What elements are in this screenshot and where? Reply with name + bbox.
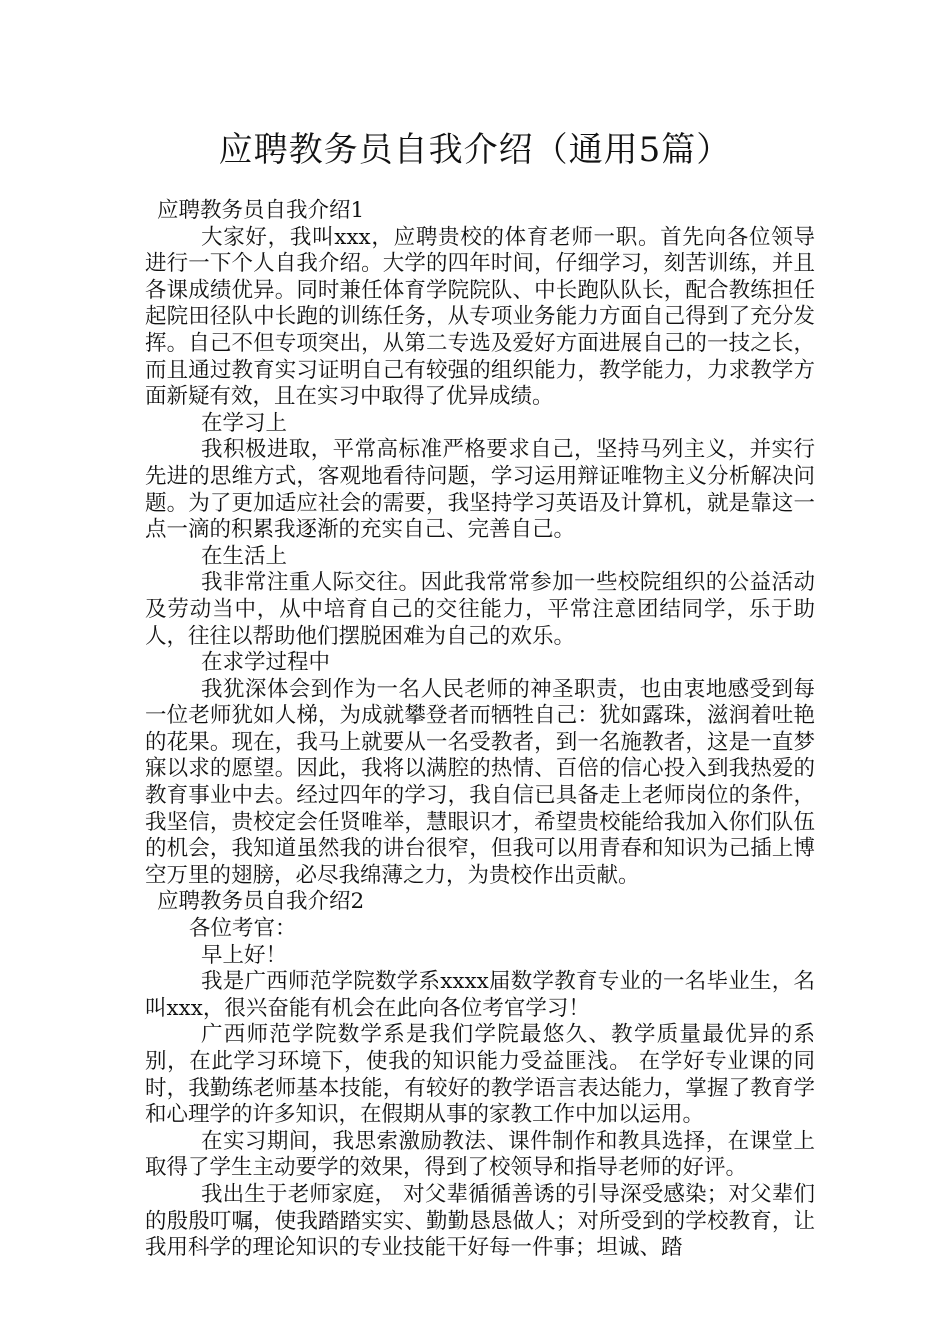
section-heading: 应聘教务员自我介绍1 <box>157 198 365 223</box>
paragraph: 广西师范学院数学系是我们学院最悠久、教学质量最优异的系别，在此学习环境下，使我的知识能力受益匪浅。 在学好专业课的同时，我勤练老师基本技能，有较好的教学语言表达能力，掌握了教育学和心理学的许多知识，在假期从事的家教工作中加以运用。 <box>145 1022 815 1128</box>
paragraph: 大家好，我叫xxx，应聘贵校的体育老师一职。首先向各位领导进行一下个人自我介绍。大学的四年时间，仔细学习，刻苦训练，并且各课成绩优异。同时兼任体育学院院队、中长跑队队长，配合教练担任起院田径队中长跑的训练任务，从专项业务能力方面自己得到了充分发挥。自己不但专项突出，从第二专选及爱好方面进展自己的一技之长，而且通过教育实习证明自己有较强的组织能力，教学能力，力求教学方面新疑有效，且在实习中取得了优异成绩。 <box>145 224 815 410</box>
document-title: 应聘教务员自我介绍（通用5篇） <box>218 130 732 170</box>
paragraph: 在实习期间，我思索激励教法、课件制作和教具选择，在课堂上取得了学生主动要学的效果，得到了校领导和指导老师的好评。 <box>145 1128 815 1181</box>
subheading: 在生活上 <box>201 543 288 569</box>
paragraph: 我非常注重人际交往。因此我常常参加一些校院组织的公益活动及劳动当中，从中培育自己的交往能力，平常注意团结同学，乐于助人，往往以帮助他们摆脱困难为自己的欢乐。 <box>145 570 815 649</box>
subheading: 在求学过程中 <box>201 650 331 676</box>
paragraph: 我是广西师范学院数学系xxxx届数学教育专业的一名毕业生，名叫xxx，很兴奋能有机会在此向各位考官学习！ <box>145 969 815 1021</box>
section-heading: 应聘教务员自我介绍2 <box>157 889 365 915</box>
greeting-line: 早上好！ <box>201 942 288 968</box>
subheading: 在学习上 <box>201 410 288 436</box>
salutation: 各位考官： <box>189 916 297 942</box>
paragraph: 我犹深体会到作为一名人民老师的神圣职责，也由衷地感受到每一位老师犹如人梯，为成就攀登者而牺牲自己：犹如露珠，滋润着吐艳的花果。现在，我马上就要从一名受教者，到一名施教者，这是一直梦寐以求的愿望。因此，我将以满腔的热情、百倍的信心投入到我热爱的教育事业中去。经过四年的学习，我自信已具备走上老师岗位的条件，我坚信，贵校定会任贤唯举，慧眼识才，希望贵校能给我加入你们队伍的机会，我知道虽然我的讲台很窄，但我可以用青春和知识为己插上博空万里的翅膀，必尽我绵薄之力，为贵校作出贡献。 <box>145 676 815 888</box>
paragraph: 我出生于老师家庭， 对父辈循循善诱的引导深受感染；对父辈们的殷殷叮嘱，使我踏踏实实、勤勤恳恳做人；对所受到的学校教育，让我用科学的理论知识的专业技能干好每一件事；坦诚、踏 <box>145 1181 815 1261</box>
document-body <box>145 198 815 1262</box>
paragraph: 我积极进取，平常高标准严格要求自己，坚持马列主义，并实行先进的思维方式，客观地看待问题，学习运用辩证唯物主义分析解决问题。为了更加适应社会的需要，我坚持学习英语及计算机，就是靠这一点一滴的积累我逐渐的充实自己、完善自己。 <box>145 437 815 543</box>
